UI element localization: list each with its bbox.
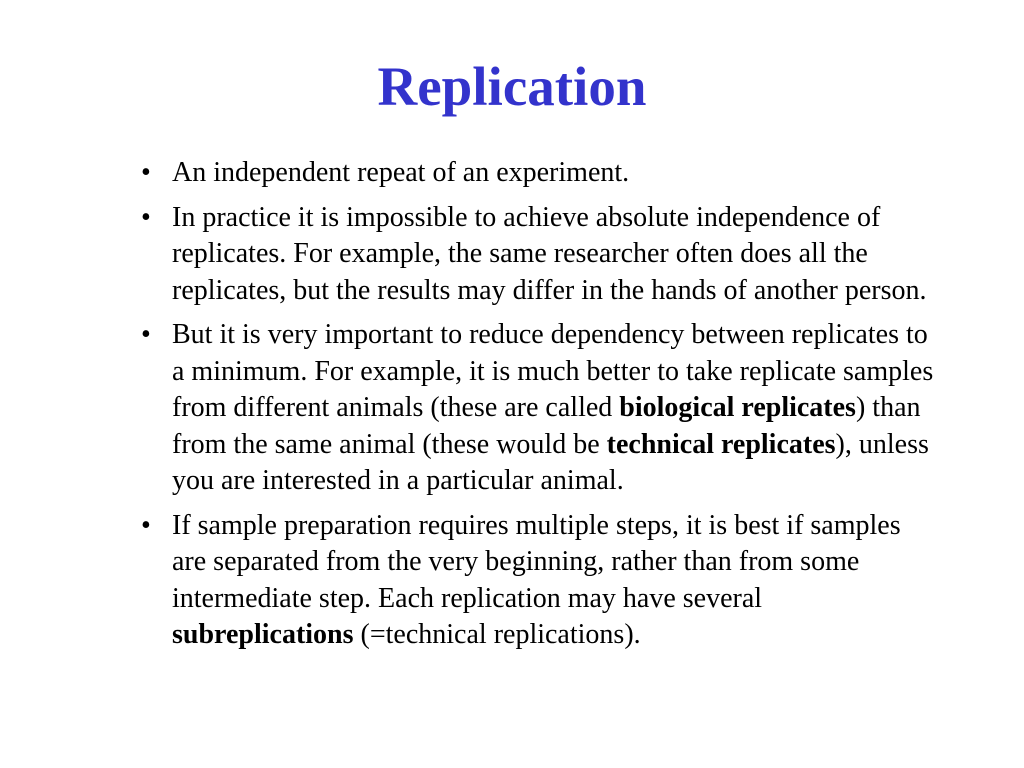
bullet-marker: • — [141, 319, 151, 350]
bullet-text — [172, 510, 901, 651]
bold-term-biological-replicates: biological replicates — [619, 392, 856, 423]
bullet-item — [141, 508, 941, 654]
bullet-text — [172, 319, 933, 496]
bullet-text-segment: ) than from the same animal (these would be — [172, 392, 921, 460]
bullet-text — [172, 202, 926, 306]
bullet-text-segment: But it is very important to reduce dependency between replicates to a minimum. For example, it is much better to take replicate samples from different animals (these are called — [172, 319, 934, 423]
bullet-text — [172, 157, 629, 188]
bold-term-technical-replicates: technical replicates — [606, 428, 836, 460]
bullet-text-segment: ), unless you are interested in a particular animal. — [172, 428, 929, 496]
bold-term-subreplications: subreplications — [172, 619, 354, 650]
bullet-item — [141, 200, 941, 310]
bullet-marker: • — [141, 201, 151, 233]
bullet-text-segment: (=technical replications). — [353, 619, 641, 650]
bullet-item — [141, 155, 941, 192]
bullet-text-segment: In practice it is impossible to achieve absolute independence of replicates. For example, the same researcher often does all the replicates, but the results may differ in the hands of another person. — [172, 201, 927, 306]
slide-title: Replication — [377, 56, 647, 117]
bullet-item — [141, 317, 941, 500]
bullet-marker: • — [141, 157, 151, 188]
bullet-marker: • — [141, 509, 151, 541]
bullet-text-segment: If sample preparation requires multiple steps, it is best if samples are separated from the very beginning, rather than from some intermediate step. Each replication may have several — [172, 509, 901, 614]
bullet-list — [141, 155, 941, 662]
bullet-text-segment: An independent repeat of an experiment. — [172, 157, 630, 188]
